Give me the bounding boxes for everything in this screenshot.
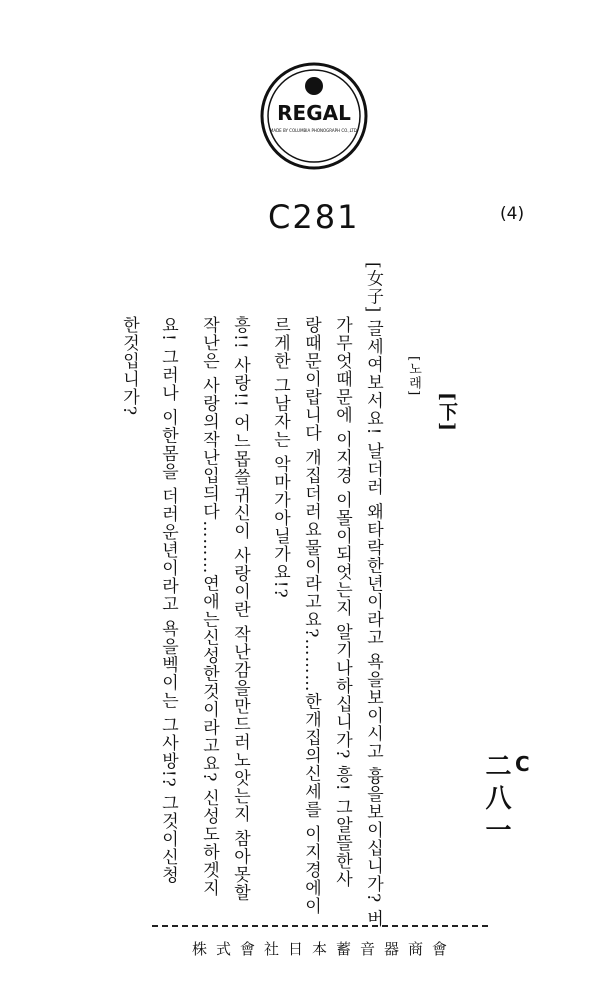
side-label: [478, 752, 536, 848]
lyric-line: [女子] 글세여보서요! 날더러 왜타락한년이라고 욕을보이시고 흉을보이십니가? 버: [363, 262, 383, 928]
publisher-footer: 株式會社日本蓄音器商會: [191, 940, 456, 958]
side-label-letter: C: [515, 752, 536, 776]
page-number: (4): [500, 204, 525, 224]
lyric-line: 가무엇때문에 이지경 이몰이되엇는지 알기나하십니가? 흥! 그알뜰한사: [332, 316, 352, 888]
lyric-line: 르게한 그남자는 악마가아닐가요!?: [270, 316, 290, 599]
regal-logo: [258, 60, 370, 172]
genre-label: [노래]: [406, 356, 421, 397]
lyric-line: 작난은 사랑의작난입듸다………연애는신성한것이라고요? 신성도하겟지: [199, 316, 219, 897]
logo-small-text: MADE BY COLUMBIA PHONOGRAPH CO.,LTD.: [269, 128, 359, 133]
catalog-number: C281: [268, 198, 360, 236]
side-label-number: 二八一: [481, 752, 511, 848]
logo-brand-text: REGAL: [277, 101, 351, 125]
lyric-line: 흥!! 사랑!! 어느몹쓸귀신이 사랑이란 작난감을만드러노앗는지 참아못할: [230, 316, 250, 902]
lyric-line: 랑때문이랍니다 개집더러요물이라고요?………한개집의신세를 이지경에이: [301, 316, 321, 915]
section-marker: [下]: [436, 392, 458, 432]
footer-divider: [152, 925, 488, 927]
lyric-line: 요! 그러나 이한몸을 더러운년이라고 욕을벡이는 그사방!? 그것이신청: [158, 316, 178, 885]
lyric-line: 한것입니가?: [119, 316, 139, 417]
